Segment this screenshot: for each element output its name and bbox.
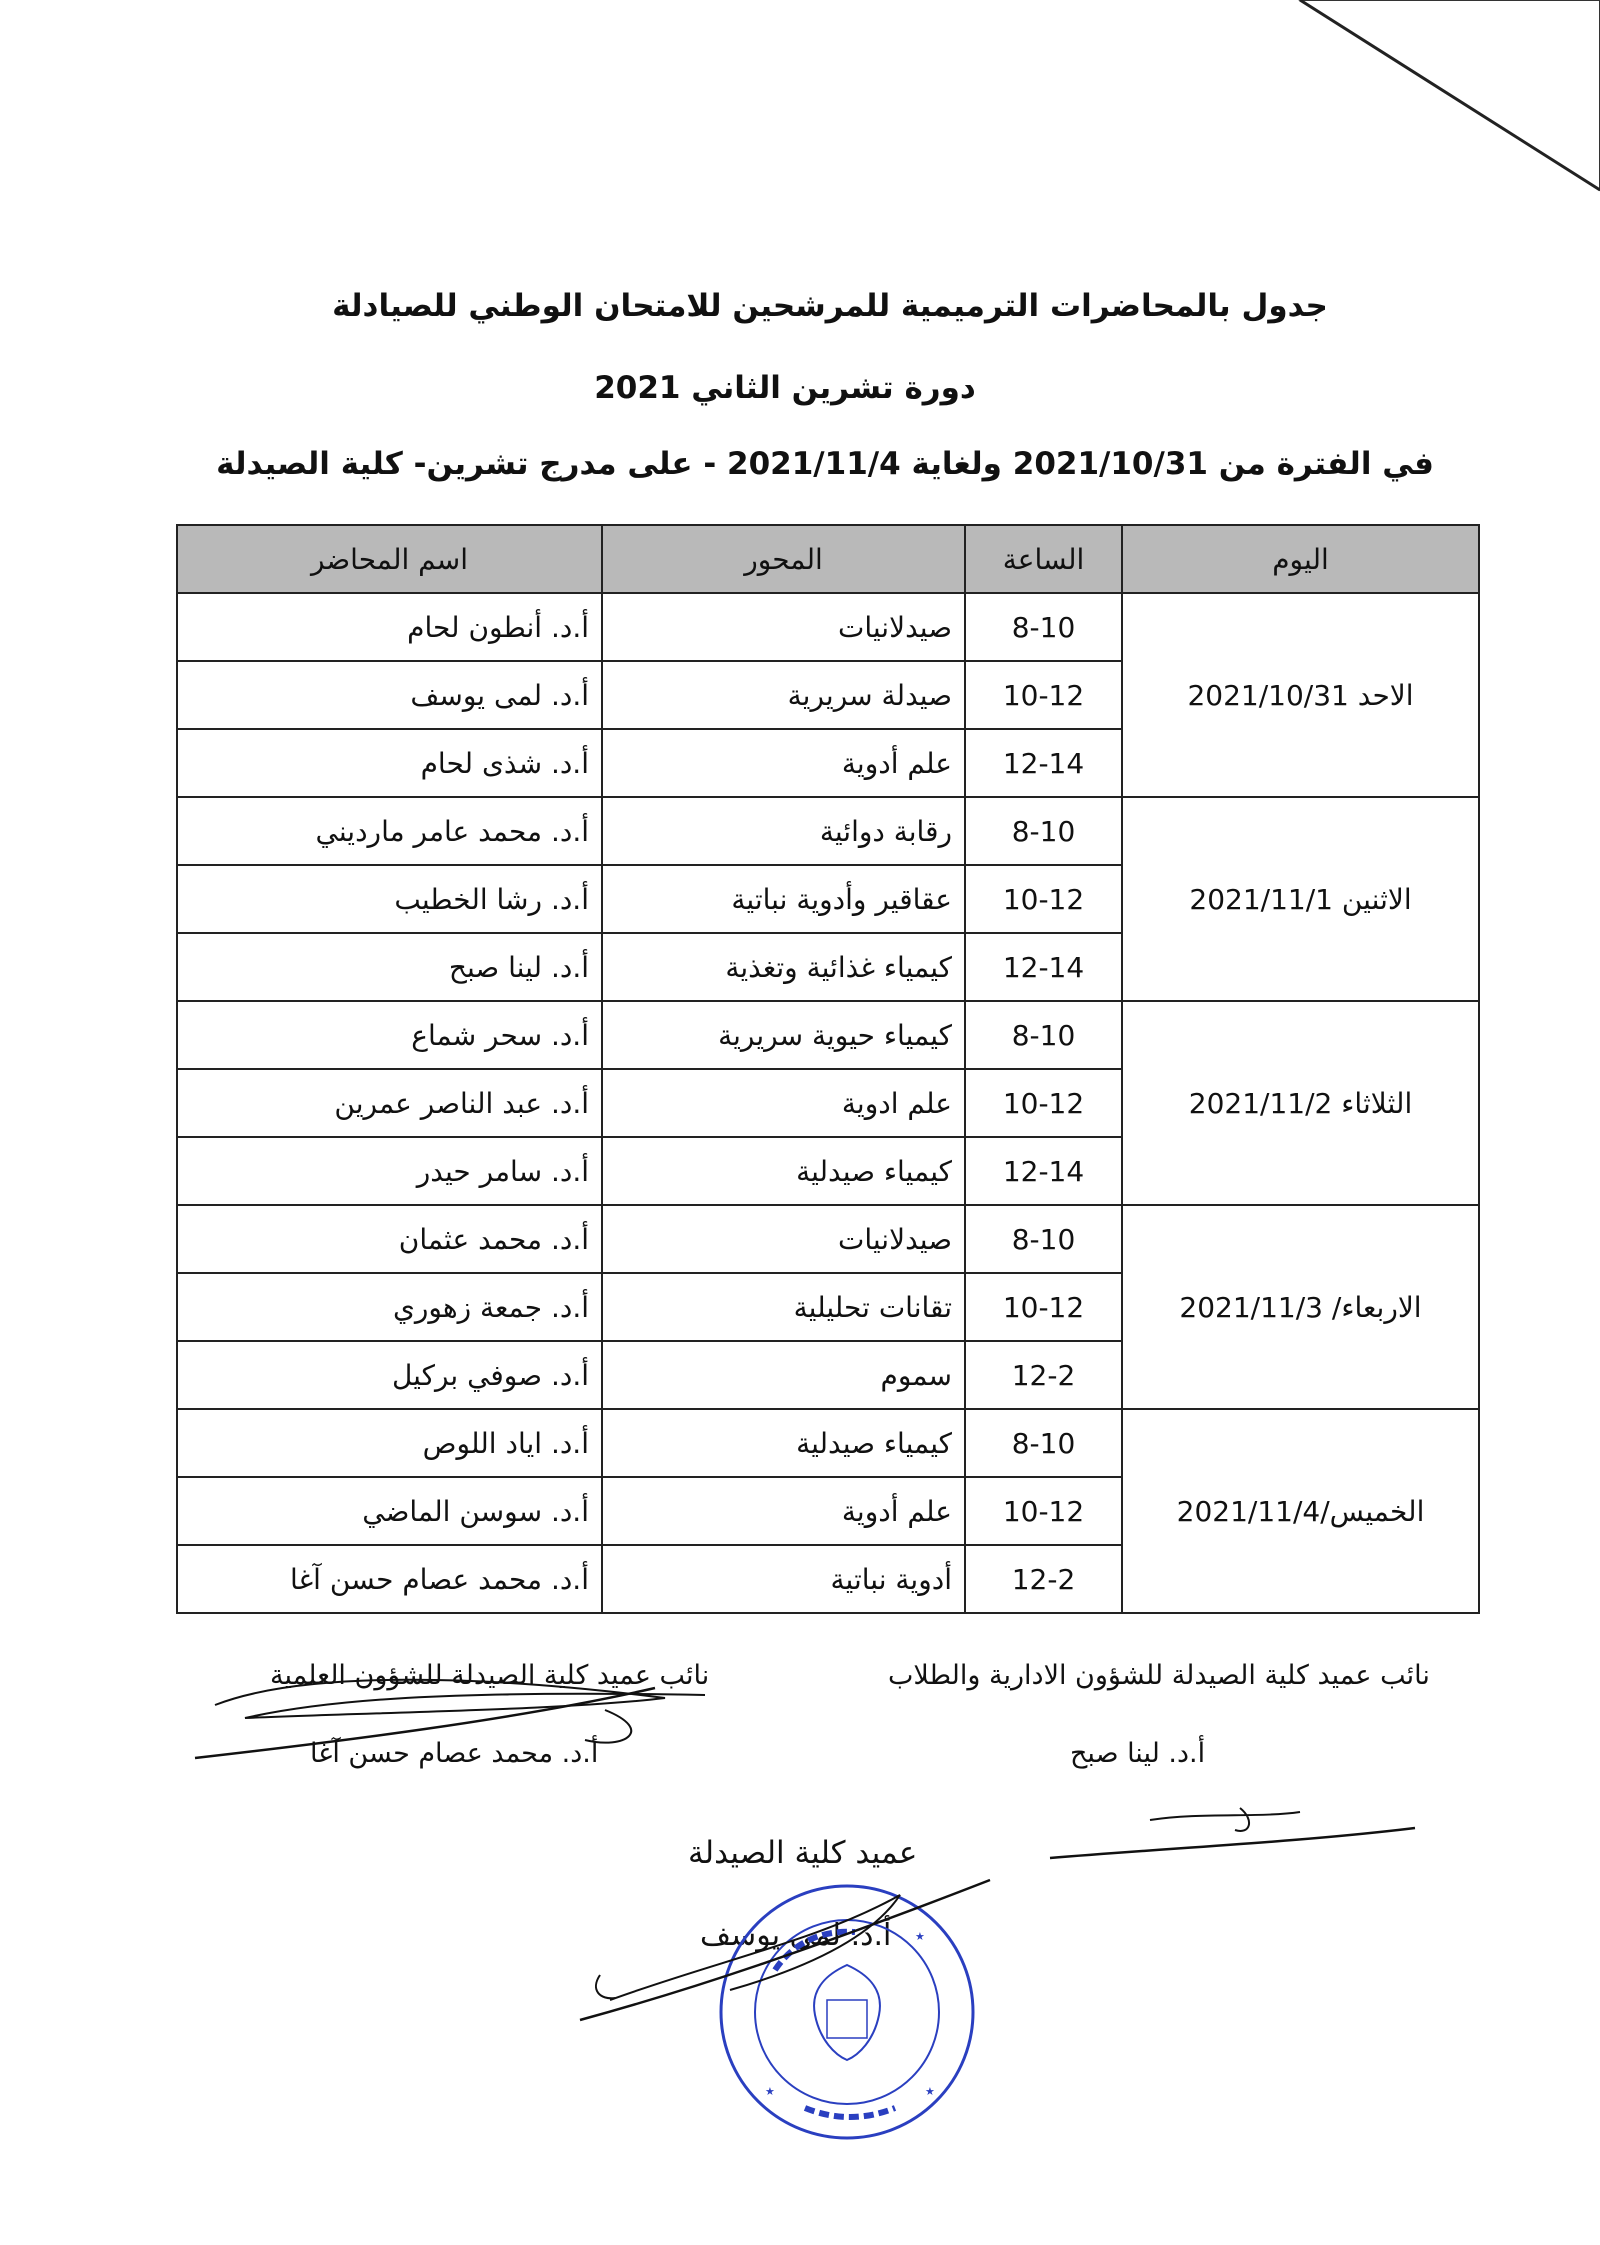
time-cell: 8-10 [965,1001,1122,1069]
time-cell: 12-14 [965,1137,1122,1205]
header-topic: المحور [602,525,965,593]
lecture-schedule-table [176,524,1480,1614]
time-cell: 12-14 [965,729,1122,797]
time-cell: 10-12 [965,1477,1122,1545]
lecturer-cell: أ.د. لمى يوسف [177,661,602,729]
signature-dean [570,1840,1010,2040]
lecturer-cell: أ.د. أنطون لحام [177,593,602,661]
day-cell: الاثنين 2021/11/1 [1122,797,1479,1001]
topic-cell: كيمياء صيدلية [602,1409,965,1477]
day-cell: الاحد 2021/10/31 [1122,593,1479,797]
table-row [177,593,1479,661]
lecturer-cell: أ.د. لينا صبح [177,933,602,1001]
day-cell: الخميس/2021/11/4 [1122,1409,1479,1613]
topic-cell: كيمياء صيدلية [602,1137,965,1205]
vice-dean-admin-title: نائب عميد كلية الصيدلة للشؤون الادارية والطلاب [888,1660,1430,1691]
topic-cell: سموم [602,1341,965,1409]
table-header-row [177,525,1479,593]
topic-cell: علم ادوية [602,1069,965,1137]
svg-text:★: ★ [925,2085,935,2098]
table-row [177,797,1479,865]
table-row [177,1409,1479,1477]
session-title: دورة تشرين الثاني 2021 [594,370,976,406]
time-cell: 10-12 [965,1069,1122,1137]
document-title: جدول بالمحاضرات الترميمية للمرشحين للامتحان الوطني للصيادلة [332,288,1328,324]
time-cell: 8-10 [965,593,1122,661]
svg-text:★: ★ [915,1930,925,1943]
vice-dean-scientific-name: أ.د. محمد عصام حسن آغا [310,1738,599,1769]
dean-name: أ.د. لمى يوسف [700,1918,892,1953]
header-time: الساعة [965,525,1122,593]
topic-cell: كيمياء حيوية سريرية [602,1001,965,1069]
lecturer-cell: أ.د. سحر شماع [177,1001,602,1069]
topic-cell: رقابة دوائية [602,797,965,865]
period-line: في الفترة من 2021/10/31 ولغاية 2021/11/4 - على مدرج تشرين- كلية الصيدلة [216,446,1434,482]
time-cell: 8-10 [965,1409,1122,1477]
lecturer-cell: أ.د. شذى لحام [177,729,602,797]
topic-cell: كيمياء غذائية وتغذية [602,933,965,1001]
lecturer-cell: أ.د. سامر حيدر [177,1137,602,1205]
topic-cell: صيدلانيات [602,593,965,661]
signature-vice-dean-admin [1040,1790,1420,1870]
lecturer-cell: أ.د. عبد الناصر عمرين [177,1069,602,1137]
header-day: اليوم [1122,525,1479,593]
time-cell: 10-12 [965,661,1122,729]
day-cell: الثلاثاء 2021/11/2 [1122,1001,1479,1205]
topic-cell: صيدلة سريرية [602,661,965,729]
time-cell: 10-12 [965,865,1122,933]
topic-cell: تقانات تحليلية [602,1273,965,1341]
lecturer-cell: أ.د. محمد عامر مارديني [177,797,602,865]
signature-vice-dean-scientific [185,1650,745,1770]
topic-cell: علم أدوية [602,729,965,797]
lecturer-cell: أ.د. جمعة زهوري [177,1273,602,1341]
topic-cell: علم أدوية [602,1477,965,1545]
lecturer-cell: أ.د. سوسن الماضي [177,1477,602,1545]
table-row [177,1001,1479,1069]
vice-dean-scientific-title: نائب عميد كلية الصيدلة للشؤون العلمية [270,1660,710,1691]
time-cell: 8-10 [965,1205,1122,1273]
lecturer-cell: أ.د. رشا الخطيب [177,865,602,933]
time-cell: 10-12 [965,1273,1122,1341]
time-cell: 12-2 [965,1545,1122,1613]
topic-cell: صيدلانيات [602,1205,965,1273]
schedule-body [177,593,1479,1613]
topic-cell: عقاقير وأدوية نباتية [602,865,965,933]
vice-dean-admin-name: أ.د. لينا صبح [1070,1738,1206,1769]
dean-title: عميد كلية الصيدلة [688,1835,918,1871]
lecturer-cell: أ.د. صوفي بركيل [177,1341,602,1409]
topic-cell: أدوية نباتية [602,1545,965,1613]
table-row [177,1205,1479,1273]
lecturer-cell: أ.د. محمد عصام حسن آغا [177,1545,602,1613]
page-corner-fold [1240,0,1600,200]
time-cell: 12-2 [965,1341,1122,1409]
lecturer-cell: أ.د. محمد عثمان [177,1205,602,1273]
header-lecturer: اسم المحاضر [177,525,602,593]
lecturer-cell: أ.د. اياد اللوص [177,1409,602,1477]
svg-text:★: ★ [765,2085,775,2098]
time-cell: 12-14 [965,933,1122,1001]
day-cell: الاربعاء/ 2021/11/3 [1122,1205,1479,1409]
time-cell: 8-10 [965,797,1122,865]
